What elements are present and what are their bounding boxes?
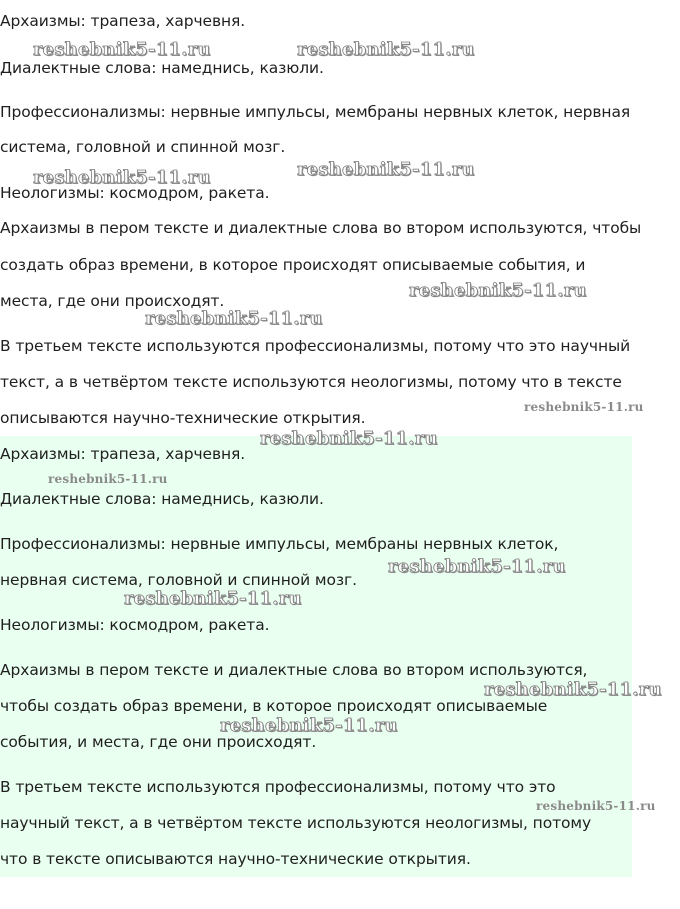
text-line-professionalisms-1: Профессионализмы: нервные импульсы, мембраны нервных клеток, bbox=[0, 535, 559, 553]
text-line-explanation-1: Архаизмы в пером тексте и диалектные слова во втором используются, чтобы bbox=[0, 219, 642, 237]
text-line-explanation-3: события, и места, где они происходят. bbox=[0, 733, 317, 751]
answer-block-top bbox=[0, 0, 680, 436]
watermark: reshebnik5-11.ru bbox=[409, 280, 587, 301]
text-line-explanation-5: научный текст, а в четвёртом тексте используются неологизмы, потому bbox=[0, 814, 592, 832]
watermark: reshebnik5-11.ru bbox=[388, 556, 566, 577]
text-line-explanation-2: создать образ времени, в которое происходят описываемые события, и bbox=[0, 256, 586, 274]
watermark: reshebnik5-11.ru bbox=[220, 715, 398, 736]
text-line-archaisms: Архаизмы: трапеза, харчевня. bbox=[0, 445, 246, 463]
text-line-explanation-4: В третьем тексте используются профессионализмы, потому что это научный bbox=[0, 337, 631, 355]
watermark: reshebnik5-11.ru bbox=[33, 167, 211, 188]
text-line-explanation-5: текст, а в четвёртом тексте используются неологизмы, потому что в тексте bbox=[0, 373, 622, 391]
watermark: reshebnik5-11.ru bbox=[124, 588, 302, 609]
text-line-professionalisms-2: система, головной и спинной мозг. bbox=[0, 138, 286, 156]
text-line-neologisms: Неологизмы: космодром, ракета. bbox=[0, 184, 270, 202]
text-line-explanation-2: чтобы создать образ времени, в которое происходят описываемые bbox=[0, 697, 548, 715]
text-line-explanation-4: В третьем тексте используются профессионализмы, потому что это bbox=[0, 778, 556, 796]
text-line-professionalisms-1: Профессионализмы: нервные импульсы, мембраны нервных клеток, нервная bbox=[0, 103, 631, 121]
text-line-dialect: Диалектные слова: намеднись, казюли. bbox=[0, 490, 324, 508]
watermark: reshebnik5-11.ru bbox=[484, 679, 662, 700]
watermark: reshebnik5-11.ru bbox=[260, 428, 438, 449]
watermark: reshebnik5-11.ru bbox=[297, 159, 475, 180]
watermark: reshebnik5-11.ru bbox=[536, 799, 656, 813]
text-line-professionalisms-2: нервная система, головной и спинной мозг. bbox=[0, 571, 357, 589]
text-line-explanation-6: что в тексте описываются научно-технические открытия. bbox=[0, 850, 471, 868]
text-line-explanation-3: места, где они происходят. bbox=[0, 292, 225, 310]
watermark: reshebnik5-11.ru bbox=[524, 400, 644, 414]
text-line-explanation-6: описываются научно-технические открытия. bbox=[0, 409, 366, 427]
watermark: reshebnik5-11.ru bbox=[145, 308, 323, 329]
text-line-neologisms: Неологизмы: космодром, ракета. bbox=[0, 616, 270, 634]
text-line-explanation-1: Архаизмы в пером тексте и диалектные слова во втором используются, bbox=[0, 661, 588, 679]
watermark: reshebnik5-11.ru bbox=[297, 39, 475, 60]
text-line-archaisms: Архаизмы: трапеза, харчевня. bbox=[0, 12, 246, 30]
text-line-dialect: Диалектные слова: намеднись, казюли. bbox=[0, 59, 324, 77]
answer-block-bottom bbox=[0, 428, 662, 877]
watermark: reshebnik5-11.ru bbox=[33, 39, 211, 60]
watermark: reshebnik5-11.ru bbox=[48, 472, 168, 486]
